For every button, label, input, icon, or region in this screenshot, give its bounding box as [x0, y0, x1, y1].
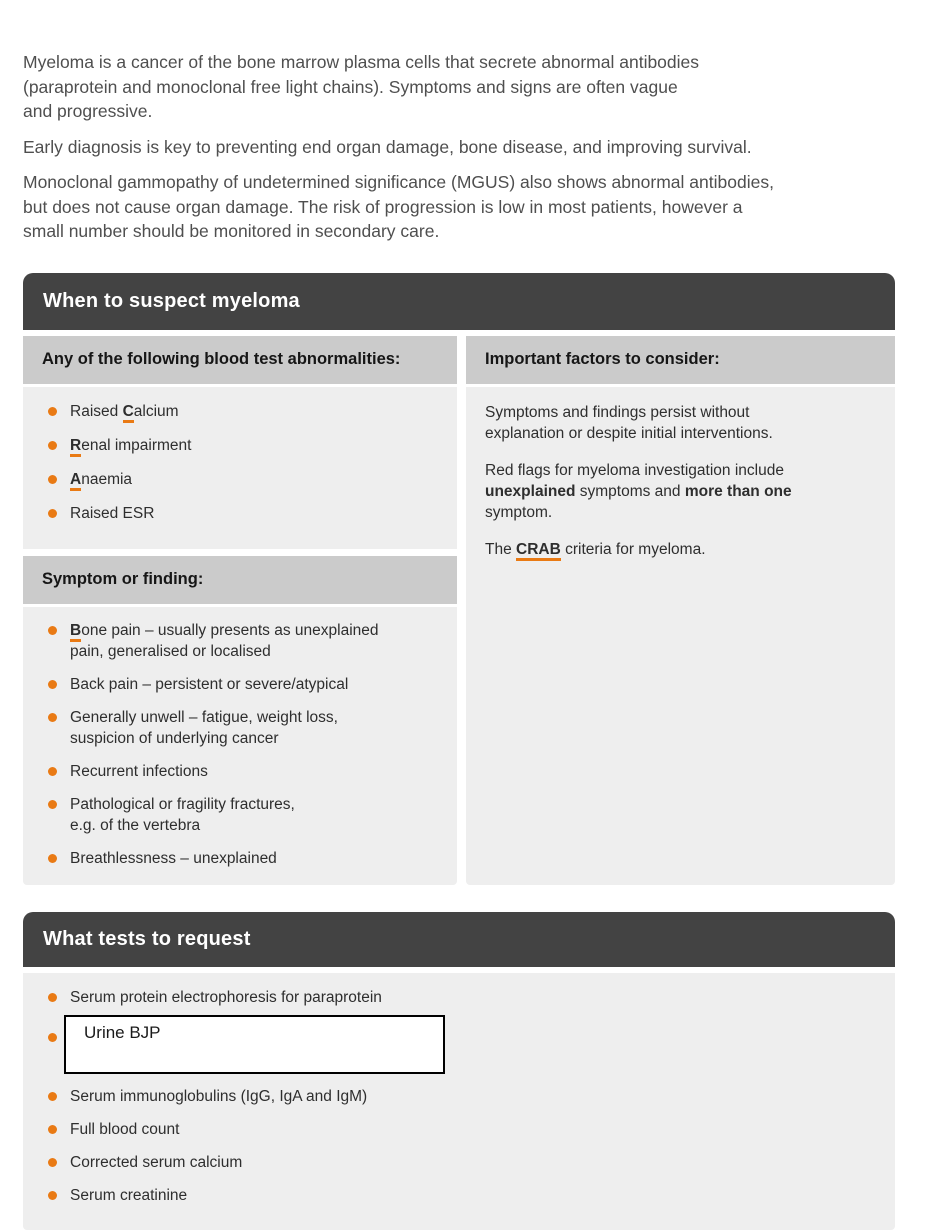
- list-item: [43, 435, 443, 456]
- tests-items-before: [43, 987, 875, 1008]
- bullet-icon: [48, 475, 57, 484]
- list-item-text: [70, 761, 443, 782]
- list-item: [43, 1185, 875, 1206]
- text-segment: unexplained: [485, 482, 576, 500]
- important-factors-column: [466, 336, 895, 885]
- important-factors-header-text: Important factors to consider:: [485, 350, 720, 368]
- bullet-icon: [48, 407, 57, 416]
- bullet-icon: [48, 441, 57, 450]
- text-segment: Serum immunoglobulins (IgG, IgA and IgM): [70, 1087, 368, 1105]
- list-item: [43, 1119, 875, 1140]
- text-segment: criteria for myeloma.: [560, 540, 706, 558]
- text-segment: explanation or despite initial interventions.: [485, 424, 773, 442]
- list-item: [43, 1152, 875, 1173]
- list-item: [43, 987, 875, 1008]
- bullet-icon: [48, 1125, 57, 1134]
- text-segment: Recurrent infections: [70, 762, 208, 780]
- list-item-text: [70, 987, 875, 1008]
- text-segment: C: [123, 403, 134, 423]
- bullet-icon: [48, 800, 57, 809]
- list-item: [43, 620, 443, 662]
- intro-text-block: [0, 0, 932, 244]
- text-segment: The: [485, 540, 517, 558]
- symptom-finding-panel: [23, 607, 457, 885]
- tests-panel: [23, 973, 895, 1230]
- bullet-icon: [48, 1191, 57, 1200]
- text-segment: more than one: [684, 482, 792, 500]
- list-item: [43, 469, 443, 490]
- list-item-text: [70, 435, 443, 456]
- list-item: [43, 503, 443, 524]
- bullet-icon: [48, 767, 57, 776]
- text-segment: A: [70, 471, 81, 491]
- text-segment: Raised: [70, 402, 123, 420]
- list-item-text: [70, 620, 443, 662]
- symptom-finding-header-text: Symptom or finding:: [42, 570, 204, 588]
- list-item-text: [70, 707, 443, 749]
- text-segment: Raised ESR: [70, 504, 155, 522]
- suspect-columns: [23, 336, 895, 885]
- list-item-text: [70, 1152, 875, 1173]
- bullet-icon: [48, 509, 57, 518]
- blood-abnormalities-panel: [23, 387, 457, 549]
- text-segment: B: [70, 622, 81, 642]
- urine-bjp-row: [43, 1015, 875, 1074]
- important-factors-panel: [466, 387, 895, 885]
- text-segment: Generally unwell – fatigue, weight loss,: [70, 708, 338, 726]
- list-item: [43, 761, 443, 782]
- bullet-icon: [48, 1033, 57, 1042]
- text-segment: CRAB: [516, 541, 561, 561]
- bullet-icon: [48, 993, 57, 1002]
- blood-symptoms-column: [23, 336, 457, 885]
- text-segment: enal impairment: [81, 436, 192, 454]
- tests-items-after: [43, 1086, 875, 1206]
- symptom-finding-header: [23, 556, 457, 604]
- list-item: [43, 401, 443, 422]
- bullet-icon: [48, 713, 57, 722]
- section-what-tests: [23, 912, 895, 1230]
- text-segment: Pathological or fragility fractures,: [70, 795, 295, 813]
- section-title-text: When to suspect myeloma: [43, 289, 300, 312]
- bullet-icon: [48, 626, 57, 635]
- intro-paragraph: [23, 170, 896, 244]
- text-segment: Red flags for myeloma investigation include: [485, 461, 784, 479]
- text-segment: (paraprotein and monoclonal free light chains). Symptoms and signs are often vague: [23, 76, 678, 97]
- text-segment: Breathlessness – unexplained: [70, 849, 277, 867]
- list-item: [43, 1086, 875, 1107]
- list-item: [43, 794, 443, 836]
- text-segment: R: [70, 437, 81, 457]
- text-segment: Full blood count: [70, 1120, 180, 1138]
- text-segment: pain, generalised or localised: [70, 642, 271, 660]
- blood-abnormalities-header: [23, 336, 457, 384]
- list-item: [43, 707, 443, 749]
- list-item-text: [70, 469, 443, 490]
- text-segment: one pain – usually presents as unexplained: [81, 621, 379, 639]
- text-segment: Back pain – persistent or severe/atypical: [70, 675, 349, 693]
- text-segment: small number should be monitored in secondary care.: [23, 221, 440, 241]
- important-factors-header: [466, 336, 895, 384]
- text-segment: suspicion of underlying cancer: [70, 729, 279, 747]
- section-title-text: What tests to request: [43, 927, 251, 950]
- text-segment: symptoms and: [575, 482, 685, 500]
- bullet-icon: [48, 680, 57, 689]
- text-segment: Myeloma is a cancer of the bone marrow plasma cells that secrete abnormal antibodies: [23, 52, 700, 72]
- section-title-when-to-suspect: [23, 273, 895, 330]
- text-segment: Early diagnosis is key to preventing end organ damage, bone disease, and improving survival.: [23, 136, 752, 157]
- bullet-icon: [48, 1092, 57, 1101]
- bullet-icon: [48, 854, 57, 863]
- list-item-text: [70, 401, 443, 422]
- text-segment: symptom.: [485, 503, 553, 521]
- text-segment: Serum protein electrophoresis for paraprotein: [70, 988, 382, 1006]
- intro-paragraph: [23, 50, 896, 124]
- text-segment: and progressive.: [23, 101, 153, 121]
- section-when-to-suspect: [23, 273, 895, 885]
- text-segment: Corrected serum calcium: [70, 1153, 243, 1171]
- text-segment: alcium: [133, 402, 179, 420]
- list-item-text: [70, 794, 443, 836]
- text-segment: naemia: [81, 470, 133, 488]
- list-item-text: [70, 1185, 875, 1206]
- list-item-text: [70, 1086, 875, 1107]
- factors-paragraph: [485, 460, 877, 523]
- text-segment: Monoclonal gammopathy of undetermined significance (MGUS) also shows abnormal antibodies,: [23, 172, 774, 192]
- intro-paragraph: [23, 135, 896, 160]
- factors-paragraph: [485, 402, 877, 444]
- list-item-text: [70, 1119, 875, 1140]
- list-item-text: [70, 503, 443, 524]
- list-item: [43, 848, 443, 869]
- list-item-text: [70, 848, 443, 869]
- bullet-icon: [48, 1158, 57, 1167]
- section-title-what-tests: [23, 912, 895, 967]
- text-segment: Serum creatinine: [70, 1186, 188, 1204]
- factors-paragraph: [485, 539, 877, 560]
- text-segment: e.g. of the vertebra: [70, 816, 201, 834]
- text-segment: but does not cause organ damage. The risk of progression is low in most patients, however a: [23, 196, 743, 217]
- blood-abnormalities-header-text: Any of the following blood test abnormalities:: [42, 350, 401, 368]
- text-segment: Symptoms and findings persist without: [485, 403, 750, 421]
- list-item-text: [70, 674, 443, 695]
- list-item: [43, 674, 443, 695]
- urine-bjp-input[interactable]: [64, 1015, 445, 1074]
